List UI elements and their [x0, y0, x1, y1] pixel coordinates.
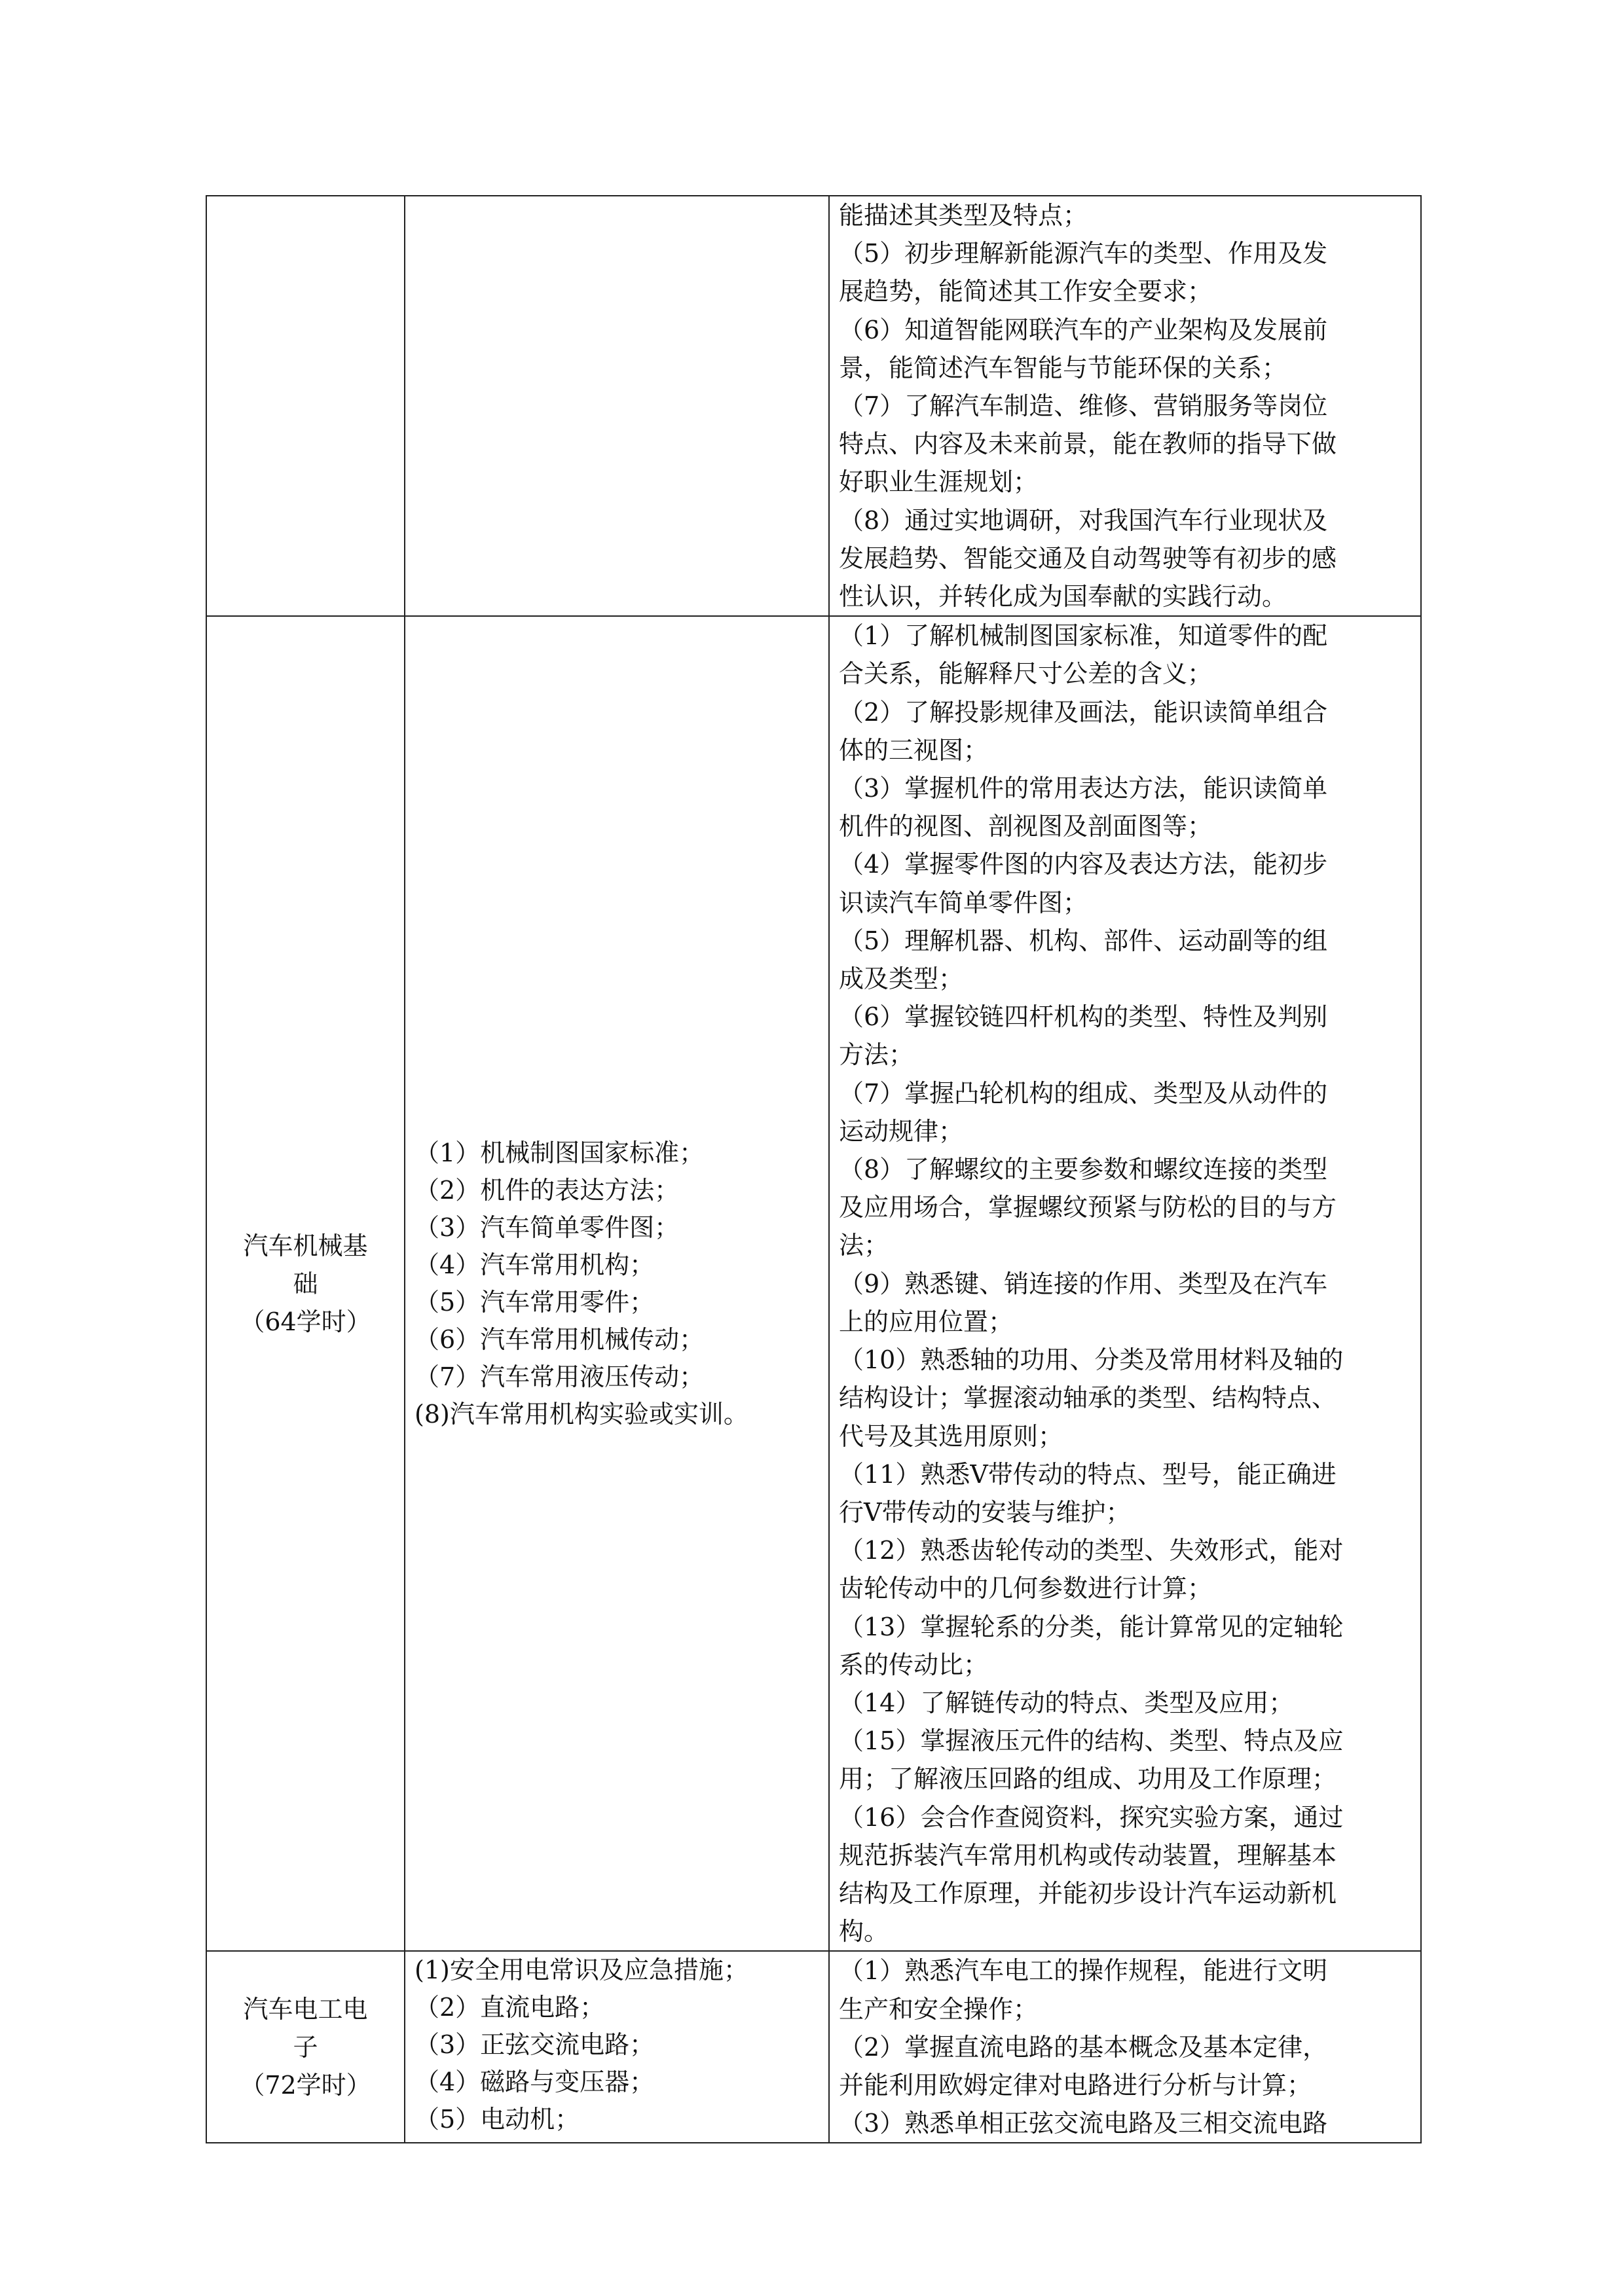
- text-line: 及应用场合，掌握螺纹预紧与防松的目的与方: [839, 1193, 1337, 1222]
- table-row: [206, 1951, 1421, 2143]
- text-line: 生产和安全操作；: [839, 1994, 1039, 2024]
- text-line: 特点、内容及未来前景，能在教师的指导下做: [839, 429, 1337, 459]
- text-line: 子: [293, 2032, 318, 2062]
- text-line: 汽车电工电: [243, 1994, 368, 2024]
- text-line: 结构设计；掌握滚动轴承的类型、结构特点、: [839, 1383, 1337, 1413]
- text-line: 合关系，能解释尺寸公差的含义；: [839, 659, 1213, 689]
- course-name-cell: [206, 196, 405, 616]
- text-line: 上的应用位置；: [839, 1307, 1014, 1336]
- text-line: 发展趋势、智能交通及自动驾驶等有初步的感: [839, 543, 1337, 573]
- text-line: (1)安全用电常识及应急措施；: [415, 1956, 748, 1985]
- text-line: 方法；: [839, 1040, 914, 1070]
- text-line: 系的传动比；: [839, 1650, 989, 1679]
- course-requirements-cell: [829, 616, 1421, 1951]
- text-line: （3）汽车简单零件图；: [415, 1212, 680, 1242]
- text-line: （16）会合作查阅资料，探究实验方案，通过: [839, 1802, 1344, 1832]
- text-line: 性认识，并转化成为国奉献的实践行动。: [839, 582, 1287, 611]
- text-line: （1）了解机械制图国家标准，知道零件的配: [839, 621, 1328, 651]
- text-line: 机件的视图、剖视图及剖面图等；: [839, 812, 1213, 841]
- text-line: （9）熟悉键、销连接的作用、类型及在汽车: [839, 1269, 1328, 1298]
- text-line: 行V带传动的安装与维护；: [839, 1497, 1131, 1527]
- text-line: （2）机件的表达方法；: [415, 1175, 680, 1205]
- text-line: 规范拆装汽车常用机构或传动装置，理解基本: [839, 1840, 1337, 1870]
- text-line: 并能利用欧姆定律对电路进行分析与计算；: [839, 2070, 1312, 2100]
- text-line: 结构及工作原理，并能初步设计汽车运动新机: [839, 1878, 1337, 1908]
- text-line: 构。: [839, 1917, 889, 1946]
- text-line: （3）掌握机件的常用表达方法，能识读简单: [839, 774, 1328, 803]
- text-line: （6）知道智能网联汽车的产业架构及发展前: [839, 315, 1328, 344]
- course-content-cell: [405, 616, 829, 1951]
- text-line: （11）熟悉V带传动的特点、型号，能正确进: [839, 1459, 1337, 1489]
- course-content-cell: [405, 196, 829, 616]
- text-line: 展趋势，能简述其工作安全要求；: [839, 277, 1213, 306]
- text-line: （7）了解汽车制造、维修、营销服务等岗位: [839, 392, 1328, 421]
- text-line: （10）熟悉轴的功用、分类及常用材料及轴的: [839, 1345, 1344, 1375]
- course-content-cell: [405, 1951, 829, 2143]
- course-name-cell: [206, 1951, 405, 2143]
- text-line: （3）熟悉单相正弦交流电路及三相交流电路: [839, 2109, 1328, 2138]
- text-line: （4）汽车常用机构；: [415, 1250, 655, 1279]
- course-requirements-cell: [829, 1951, 1421, 2143]
- course-name-cell: [206, 616, 405, 1951]
- table-row: [206, 616, 1421, 1951]
- text-line: （4）磁路与变压器；: [415, 2068, 655, 2097]
- text-line: （5）理解机器、机构、部件、运动副等的组: [839, 926, 1328, 955]
- text-line: 景，能简述汽车智能与节能环保的关系；: [839, 353, 1287, 382]
- table-row: [206, 196, 1421, 616]
- text-line: （7）汽车常用液压传动；: [415, 1362, 705, 1391]
- text-line: 础: [293, 1269, 318, 1298]
- text-line: （4）掌握零件图的内容及表达方法，能初步: [839, 850, 1328, 879]
- text-line: （64学时）: [240, 1307, 371, 1336]
- text-line: （72学时）: [240, 2070, 371, 2100]
- text-line: （6）汽车常用机械传动；: [415, 1324, 705, 1354]
- text-line: （8）了解螺纹的主要参数和螺纹连接的类型: [839, 1155, 1328, 1184]
- text-line: （13）掌握轮系的分类，能计算常见的定轴轮: [839, 1612, 1344, 1641]
- text-line: 法；: [839, 1231, 889, 1260]
- text-line: （5）初步理解新能源汽车的类型、作用及发: [839, 239, 1328, 268]
- text-line: （1）机械制图国家标准；: [415, 1138, 705, 1167]
- text-line: （2）了解投影规律及画法，能识读简单组合: [839, 697, 1328, 727]
- text-line: （6）掌握铰链四杆机构的类型、特性及判别: [839, 1002, 1328, 1032]
- course-requirements-cell: [829, 196, 1421, 616]
- text-line: 齿轮传动中的几何参数进行计算；: [839, 1574, 1213, 1603]
- text-line: 能描述其类型及特点；: [839, 201, 1088, 230]
- text-line: （5）电动机；: [415, 2105, 580, 2134]
- text-line: （2）掌握直流电路的基本概念及基本定律，: [839, 2032, 1328, 2062]
- text-line: （3）正弦交流电路；: [415, 2030, 655, 2060]
- text-line: 好职业生涯规划；: [839, 467, 1039, 497]
- text-line: 运动规律；: [839, 1116, 964, 1146]
- text-line: 汽车机械基: [243, 1231, 368, 1260]
- course-standard-table: [206, 195, 1422, 2143]
- text-line: （15）掌握液压元件的结构、类型、特点及应: [839, 1726, 1344, 1756]
- text-line: 识读汽车简单零件图；: [839, 888, 1088, 917]
- text-line: 成及类型；: [839, 964, 964, 994]
- text-line: 用；了解液压回路的组成、功用及工作原理；: [839, 1764, 1337, 1794]
- text-line: （14）了解链传动的特点、类型及应用；: [839, 1688, 1294, 1717]
- text-line: (8)汽车常用机构实验或实训。: [415, 1399, 748, 1429]
- text-line: （7）掌握凸轮机构的组成、类型及从动件的: [839, 1078, 1328, 1108]
- text-line: （5）汽车常用零件；: [415, 1287, 655, 1317]
- text-line: （8）通过实地调研，对我国汽车行业现状及: [839, 505, 1328, 535]
- text-line: 体的三视图；: [839, 735, 989, 765]
- text-line: 代号及其选用原则；: [839, 1421, 1063, 1451]
- text-line: （1）熟悉汽车电工的操作规程，能进行文明: [839, 1956, 1328, 1986]
- text-line: （12）熟悉齿轮传动的类型、失效形式，能对: [839, 1536, 1344, 1565]
- text-line: （2）直流电路；: [415, 1993, 605, 2022]
